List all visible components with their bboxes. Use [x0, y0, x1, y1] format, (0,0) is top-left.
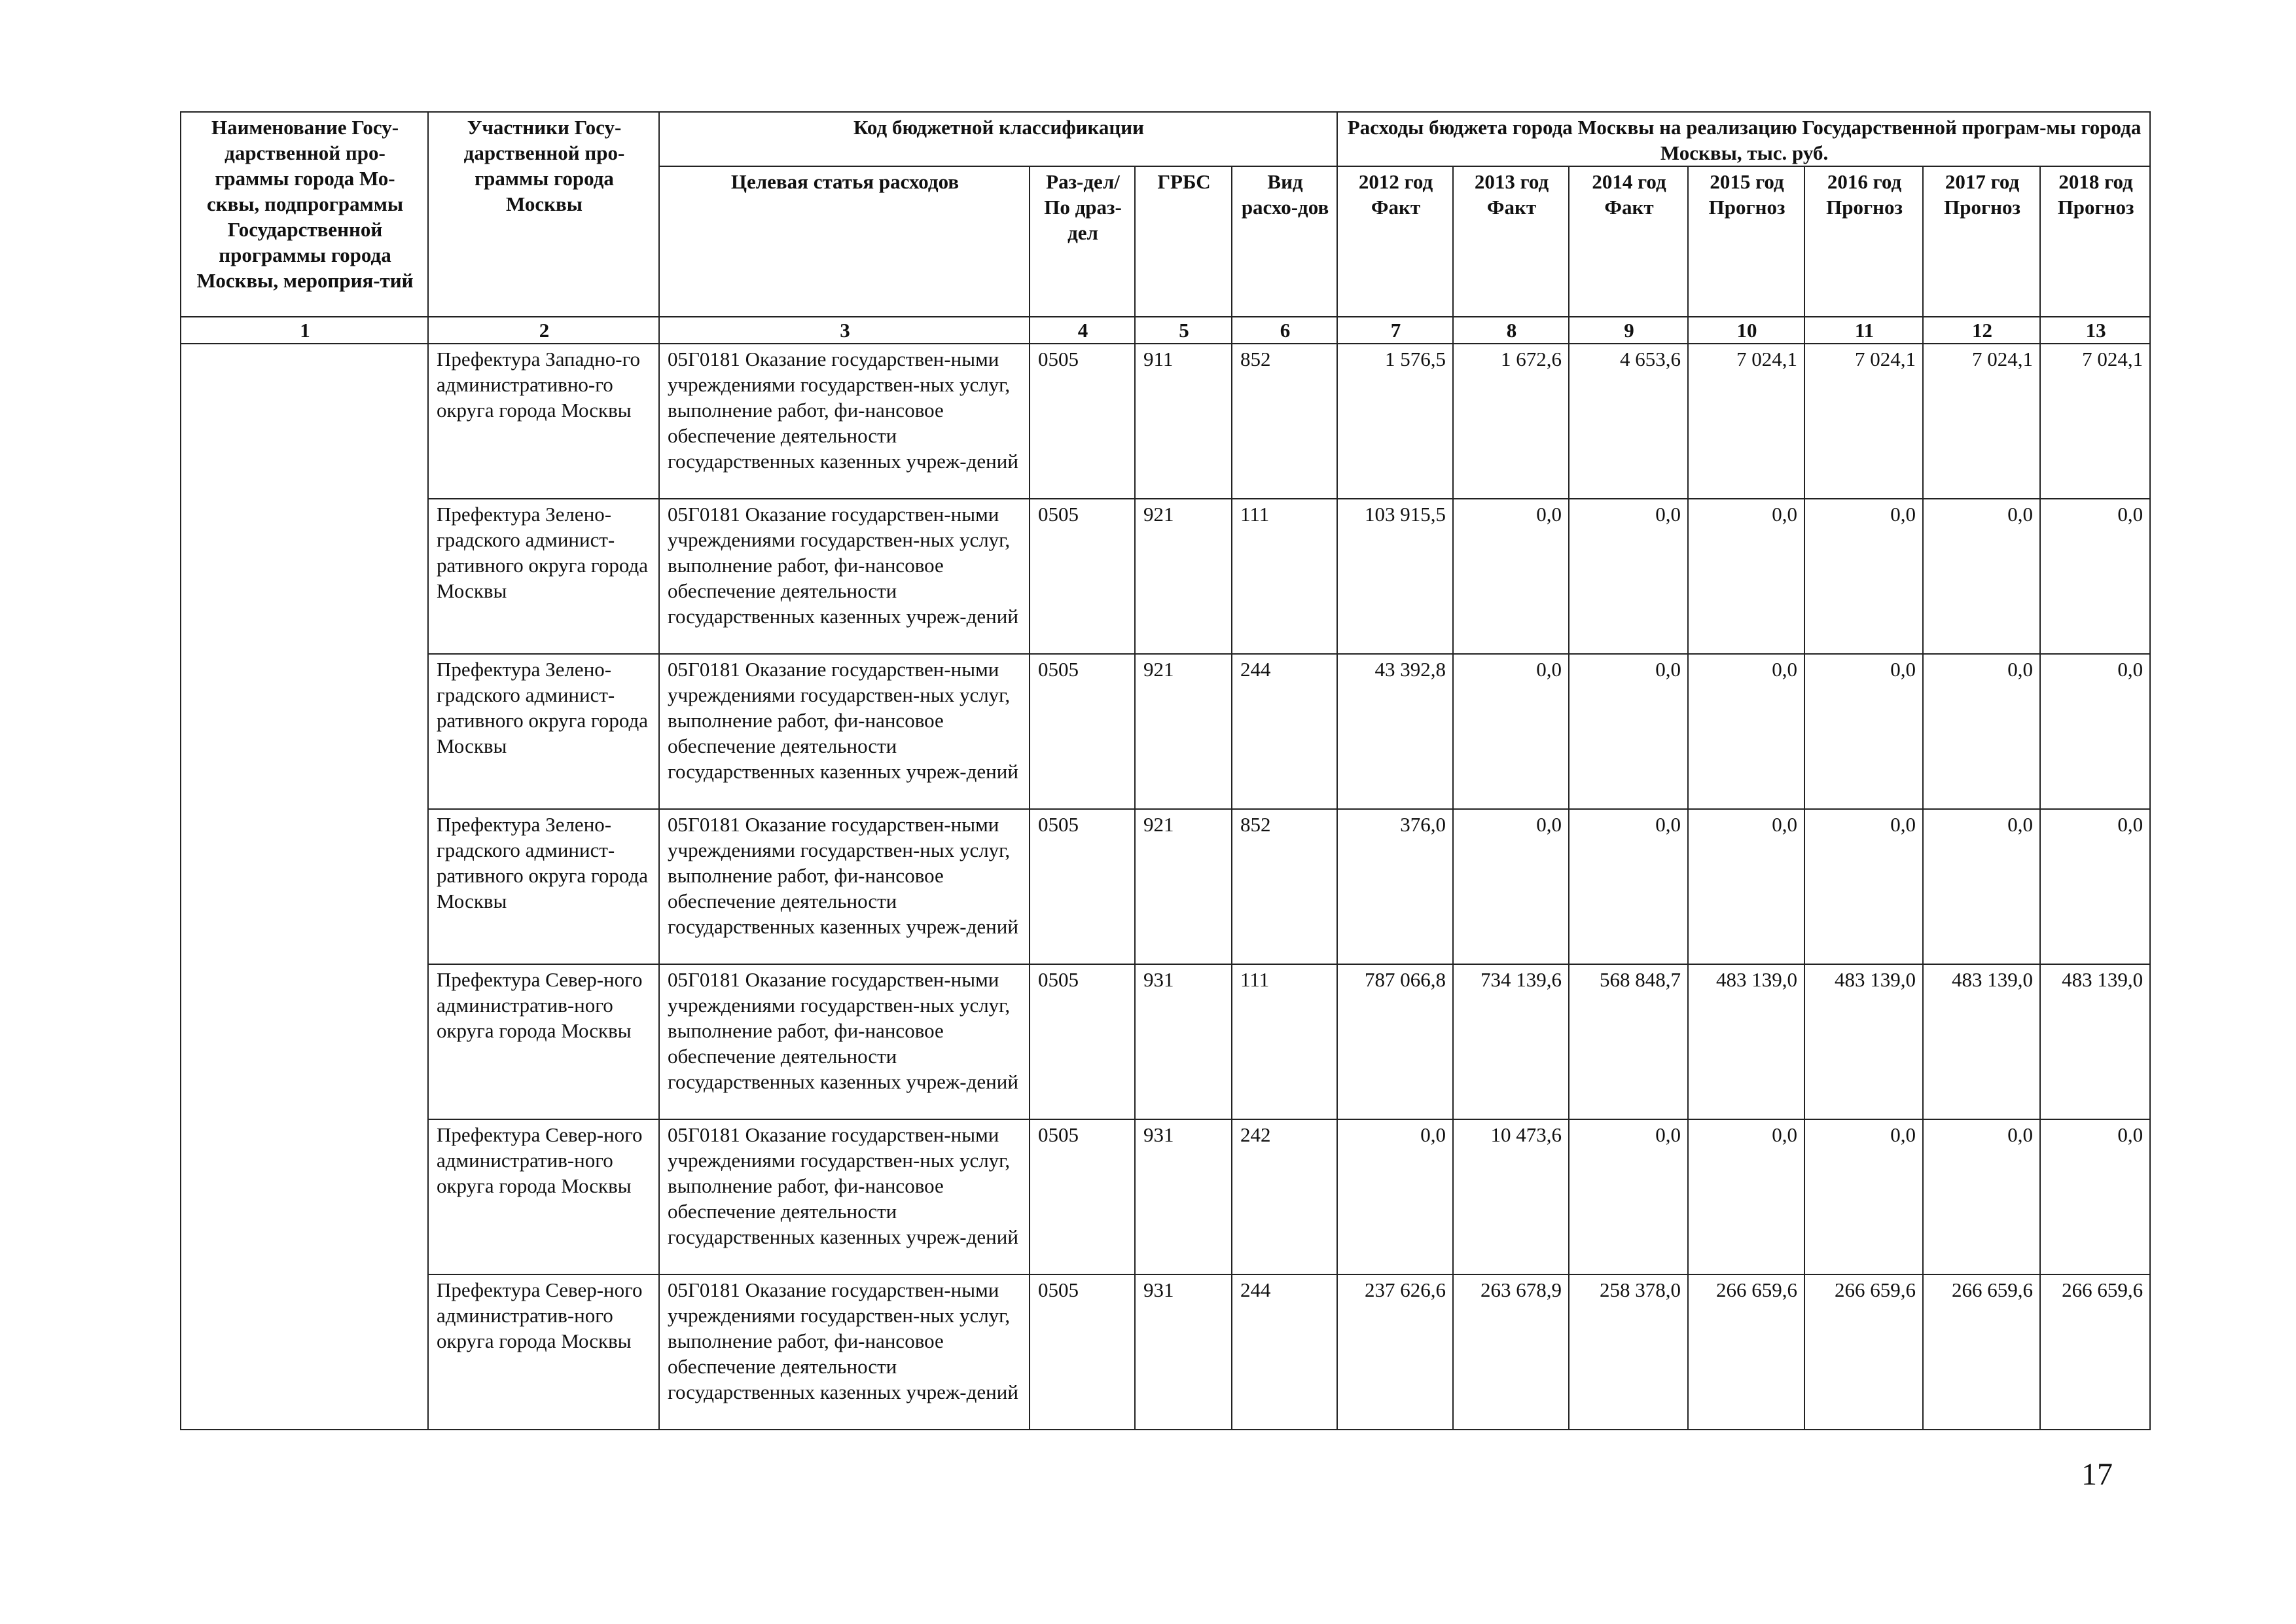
- expense-type-cell: 242: [1232, 1119, 1337, 1274]
- value-2016: 7 024,1: [1804, 344, 1923, 499]
- header-year-2013: 2013 год Факт: [1453, 166, 1569, 317]
- value-2012: 376,0: [1337, 809, 1453, 964]
- value-2013: 10 473,6: [1453, 1119, 1569, 1274]
- section-cell: 0505: [1030, 344, 1135, 499]
- section-cell: 0505: [1030, 964, 1135, 1119]
- table-row: [181, 654, 2150, 809]
- table-row: [181, 344, 2150, 499]
- grbs-cell: 911: [1135, 344, 1232, 499]
- col-number: 8: [1453, 317, 1569, 344]
- header-budget-code: Код бюджетной классификации: [659, 112, 1337, 166]
- value-2016: 0,0: [1804, 654, 1923, 809]
- value-2016: 0,0: [1804, 1119, 1923, 1274]
- col-number: 10: [1688, 317, 1804, 344]
- target-article-cell: 05Г0181 Оказание государствен-ными учреждениями государствен-ных услуг, выполнение работ, фи-нансовое обеспечение деятельности государственных казенных учреж-дений: [659, 1119, 1030, 1274]
- expense-type-cell: 244: [1232, 1274, 1337, 1430]
- value-2013: 0,0: [1453, 654, 1569, 809]
- value-2017: 0,0: [1923, 809, 2040, 964]
- value-2013: 0,0: [1453, 499, 1569, 654]
- value-2013: 1 672,6: [1453, 344, 1569, 499]
- participant-cell: Префектура Западно-го административно-го округа города Москвы: [428, 344, 659, 499]
- table-row: [181, 1119, 2150, 1274]
- header-year-2018: 2018 год Прогноз: [2040, 166, 2150, 317]
- value-2017: 483 139,0: [1923, 964, 2040, 1119]
- value-2015: 266 659,6: [1688, 1274, 1804, 1430]
- participant-cell: Префектура Зелено-градского админист-ративного округа города Москвы: [428, 809, 659, 964]
- value-2014: 0,0: [1569, 654, 1688, 809]
- col-number: 6: [1232, 317, 1337, 344]
- participant-cell: Префектура Север-ного административ-ного округа города Москвы: [428, 1119, 659, 1274]
- grbs-cell: 921: [1135, 499, 1232, 654]
- header-grbs: ГРБС: [1135, 166, 1232, 317]
- header-row-1: [181, 112, 2150, 166]
- value-2018: 266 659,6: [2040, 1274, 2150, 1430]
- header-target-article: Целевая статья расходов: [659, 166, 1030, 317]
- section-cell: 0505: [1030, 809, 1135, 964]
- value-2012: 43 392,8: [1337, 654, 1453, 809]
- table-row: [181, 1274, 2150, 1430]
- value-2017: 0,0: [1923, 1119, 2040, 1274]
- target-article-cell: 05Г0181 Оказание государствен-ными учреждениями государствен-ных услуг, выполнение работ, фи-нансовое обеспечение деятельности государственных казенных учреж-дений: [659, 654, 1030, 809]
- header-year-2017: 2017 год Прогноз: [1923, 166, 2040, 317]
- section-cell: 0505: [1030, 499, 1135, 654]
- value-2013: 734 139,6: [1453, 964, 1569, 1119]
- value-2014: 4 653,6: [1569, 344, 1688, 499]
- header-participants: Участники Госу-дарственной про-граммы города Москвы: [428, 112, 659, 317]
- value-2014: 568 848,7: [1569, 964, 1688, 1119]
- value-2015: 483 139,0: [1688, 964, 1804, 1119]
- column-number-row: [181, 317, 2150, 344]
- page-number: 17: [2081, 1457, 2113, 1492]
- table-row: [181, 964, 2150, 1119]
- value-2012: 103 915,5: [1337, 499, 1453, 654]
- value-2016: 0,0: [1804, 809, 1923, 964]
- value-2013: 263 678,9: [1453, 1274, 1569, 1430]
- value-2012: 1 576,5: [1337, 344, 1453, 499]
- header-program-name: Наименование Госу-дарственной про-граммы города Мо-сквы, подпрограммы Государственной программы города Москвы, мероприя-тий: [181, 112, 428, 317]
- col-number: 13: [2040, 317, 2150, 344]
- grbs-cell: 931: [1135, 1274, 1232, 1430]
- value-2014: 0,0: [1569, 499, 1688, 654]
- value-2012: 787 066,8: [1337, 964, 1453, 1119]
- col-number: 4: [1030, 317, 1135, 344]
- program-name-cell: [181, 344, 428, 1430]
- value-2016: 0,0: [1804, 499, 1923, 654]
- participant-cell: Префектура Север-ного административ-ного округа города Москвы: [428, 964, 659, 1119]
- target-article-cell: 05Г0181 Оказание государствен-ными учреждениями государствен-ных услуг, выполнение работ, фи-нансовое обеспечение деятельности государственных казенных учреж-дений: [659, 809, 1030, 964]
- value-2018: 7 024,1: [2040, 344, 2150, 499]
- expense-type-cell: 111: [1232, 964, 1337, 1119]
- value-2015: 0,0: [1688, 809, 1804, 964]
- value-2015: 7 024,1: [1688, 344, 1804, 499]
- value-2018: 0,0: [2040, 654, 2150, 809]
- value-2013: 0,0: [1453, 809, 1569, 964]
- target-article-cell: 05Г0181 Оказание государствен-ными учреждениями государствен-ных услуг, выполнение работ, фи-нансовое обеспечение деятельности государственных казенных учреж-дений: [659, 964, 1030, 1119]
- value-2016: 483 139,0: [1804, 964, 1923, 1119]
- value-2015: 0,0: [1688, 1119, 1804, 1274]
- header-expense-type: Вид расхо-дов: [1232, 166, 1337, 317]
- header-year-2015: 2015 год Прогноз: [1688, 166, 1804, 317]
- value-2017: 0,0: [1923, 654, 2040, 809]
- expense-type-cell: 852: [1232, 344, 1337, 499]
- header-section: Раз-дел/По драз-дел: [1030, 166, 1135, 317]
- col-number: 12: [1923, 317, 2040, 344]
- expense-type-cell: 244: [1232, 654, 1337, 809]
- target-article-cell: 05Г0181 Оказание государствен-ными учреждениями государствен-ных услуг, выполнение работ, фи-нансовое обеспечение деятельности государственных казенных учреж-дений: [659, 344, 1030, 499]
- col-number: 2: [428, 317, 659, 344]
- value-2017: 7 024,1: [1923, 344, 2040, 499]
- value-2015: 0,0: [1688, 499, 1804, 654]
- value-2018: 0,0: [2040, 499, 2150, 654]
- value-2014: 0,0: [1569, 809, 1688, 964]
- value-2017: 0,0: [1923, 499, 2040, 654]
- grbs-cell: 921: [1135, 654, 1232, 809]
- grbs-cell: 921: [1135, 809, 1232, 964]
- value-2015: 0,0: [1688, 654, 1804, 809]
- target-article-cell: 05Г0181 Оказание государствен-ными учреждениями государствен-ных услуг, выполнение работ, фи-нансовое обеспечение деятельности государственных казенных учреж-дений: [659, 499, 1030, 654]
- participant-cell: Префектура Зелено-градского админист-ративного округа города Москвы: [428, 654, 659, 809]
- expense-type-cell: 852: [1232, 809, 1337, 964]
- value-2018: 0,0: [2040, 1119, 2150, 1274]
- grbs-cell: 931: [1135, 1119, 1232, 1274]
- col-number: 5: [1135, 317, 1232, 344]
- value-2017: 266 659,6: [1923, 1274, 2040, 1430]
- col-number: 3: [659, 317, 1030, 344]
- col-number: 9: [1569, 317, 1688, 344]
- section-cell: 0505: [1030, 1274, 1135, 1430]
- header-year-2014: 2014 год Факт: [1569, 166, 1688, 317]
- col-number: 11: [1804, 317, 1923, 344]
- header-year-2016: 2016 год Прогноз: [1804, 166, 1923, 317]
- header-year-2012: 2012 год Факт: [1337, 166, 1453, 317]
- section-cell: 0505: [1030, 654, 1135, 809]
- table-row: [181, 499, 2150, 654]
- header-expenses: Расходы бюджета города Москвы на реализацию Государственной програм-мы города Москвы, тыс. руб.: [1337, 112, 2150, 166]
- value-2018: 483 139,0: [2040, 964, 2150, 1119]
- participant-cell: Префектура Север-ного административ-ного округа города Москвы: [428, 1274, 659, 1430]
- col-number: 7: [1337, 317, 1453, 344]
- grbs-cell: 931: [1135, 964, 1232, 1119]
- value-2018: 0,0: [2040, 809, 2150, 964]
- target-article-cell: 05Г0181 Оказание государствен-ными учреждениями государствен-ных услуг, выполнение работ, фи-нансовое обеспечение деятельности государственных казенных учреж-дений: [659, 1274, 1030, 1430]
- value-2014: 258 378,0: [1569, 1274, 1688, 1430]
- budget-table: [180, 111, 2151, 1430]
- col-number: 1: [181, 317, 428, 344]
- value-2012: 237 626,6: [1337, 1274, 1453, 1430]
- value-2014: 0,0: [1569, 1119, 1688, 1274]
- section-cell: 0505: [1030, 1119, 1135, 1274]
- participant-cell: Префектура Зелено-градского админист-ративного округа города Москвы: [428, 499, 659, 654]
- value-2016: 266 659,6: [1804, 1274, 1923, 1430]
- expense-type-cell: 111: [1232, 499, 1337, 654]
- table-row: [181, 809, 2150, 964]
- value-2012: 0,0: [1337, 1119, 1453, 1274]
